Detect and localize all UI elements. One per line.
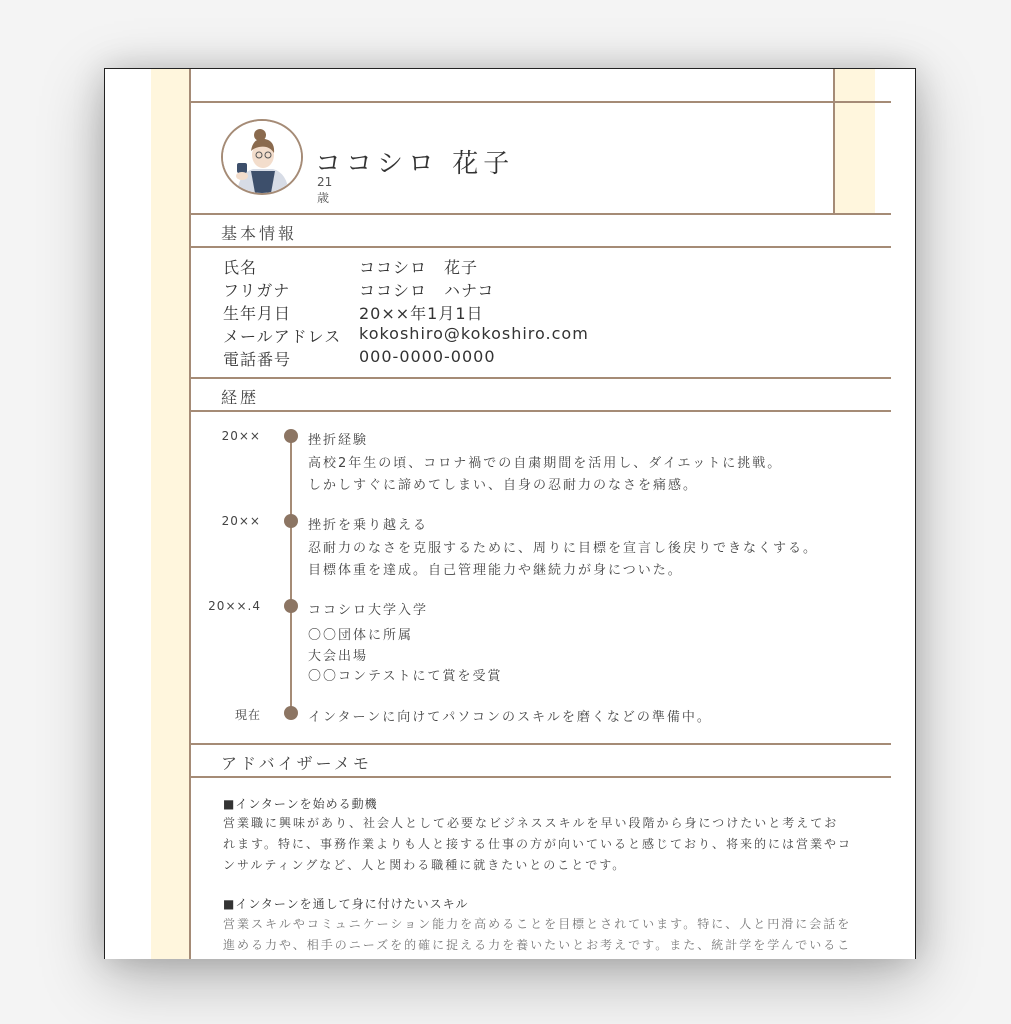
timeline-axis (290, 433, 292, 715)
timeline-title: ココシロ大学入学 (308, 603, 429, 618)
memo-text: 営業スキルやコミュニケーション能力を高めることを目標とされています。特に、人と円滑に会話を (223, 917, 852, 931)
timeline-text: 〇〇団体に所属 (308, 628, 414, 643)
timeline-text: 高校2年生の頃、コロナ禍での自粛期間を活用し、ダイエットに挑戦。 (308, 456, 783, 471)
memo-text: ンサルティングなど、人と関わる職種に就きたいとのことです。 (223, 858, 627, 872)
info-value: 000-0000-0000 (359, 347, 496, 366)
memo-text: 進める力や、相手のニーズを的確に捉える力を養いたいとお考えです。また、統計学を学んでいるこ (223, 938, 852, 952)
age-label: 21歳 (317, 175, 333, 205)
right-accent-band (833, 69, 875, 214)
timeline-dot (284, 429, 298, 443)
divider (191, 101, 891, 103)
info-label: フリガナ (223, 281, 291, 300)
info-value: ココシロ ハナコ (359, 281, 495, 300)
divider (191, 246, 891, 248)
divider (191, 377, 891, 379)
timeline-title: インターンに向けてパソコンのスキルを磨くなどの準備中。 (308, 710, 712, 725)
timeline-date: 20×× (221, 429, 261, 443)
divider (191, 410, 891, 412)
memo-heading: ■インターンを通して身に付けたいスキル (223, 897, 469, 911)
info-label: メールアドレス (223, 327, 342, 346)
timeline-dot (284, 599, 298, 613)
timeline-title: 挫折経験 (308, 433, 369, 448)
timeline-dot (284, 514, 298, 528)
person-illustration-icon (223, 121, 301, 193)
info-value: 20××年1月1日 (359, 304, 484, 323)
divider (191, 776, 891, 778)
info-label: 生年月日 (223, 304, 292, 323)
timeline-date: 現在 (234, 708, 261, 722)
timeline-text: 〇〇コンテストにて賞を受賞 (308, 669, 503, 684)
left-accent-band (151, 69, 191, 959)
timeline-text: 大会出場 (308, 649, 369, 664)
section-title-basic: 基本情報 (221, 224, 298, 243)
avatar (221, 119, 303, 195)
info-value: kokoshiro@kokoshiro.com (359, 324, 589, 343)
timeline-date: 20××.4 (208, 599, 261, 613)
timeline-text: 目標体重を達成。自己管理能力や継続力が身についた。 (308, 563, 683, 578)
info-label: 電話番号 (223, 350, 292, 369)
timeline-date: 20×× (221, 514, 261, 528)
full-name: ココシロ 花子 (315, 149, 515, 179)
section-title-memo: アドバイザーメモ (221, 754, 372, 773)
memo-heading: ■インターンを始める動機 (223, 797, 378, 811)
timeline-dot (284, 706, 298, 720)
divider (191, 213, 891, 215)
info-label: 氏名 (223, 258, 258, 277)
section-title-history: 経歴 (221, 388, 260, 407)
timeline-text: しかしすぐに諦めてしまい、自身の忍耐力のなさを痛感。 (308, 478, 699, 493)
timeline-text: 忍耐力のなさを克服するために、周りに目標を宣言し後戻りできなくする。 (308, 541, 819, 556)
divider (191, 743, 891, 745)
memo-text: 営業職に興味があり、社会人として必要なビジネススキルを早い段階から身につけたいと考えてお (223, 816, 839, 830)
resume-sheet (104, 68, 916, 959)
timeline-title: 挫折を乗り越える (308, 518, 429, 533)
info-value: ココシロ 花子 (359, 258, 479, 277)
memo-text: れます。特に、事務作業よりも人と接する仕事の方が向いていると感じており、将来的には営業やコ (223, 837, 853, 851)
